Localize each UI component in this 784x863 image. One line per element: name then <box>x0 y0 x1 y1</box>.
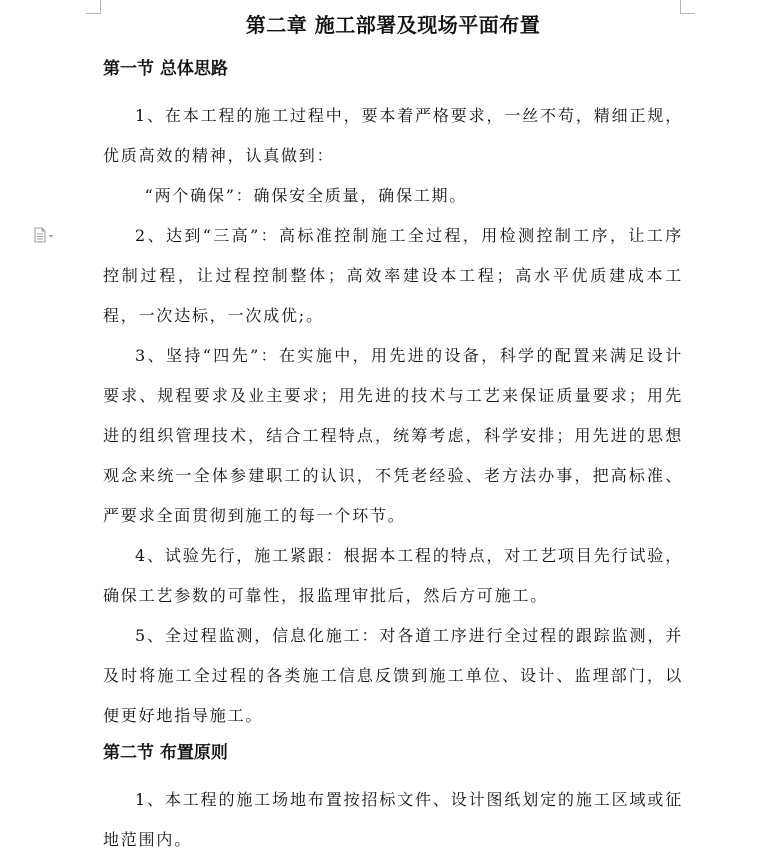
section-title: 第一节 总体思路 <box>103 59 228 79</box>
paragraph: 3、坚持“四先”：在实施中，用先进的设备，科学的配置来满足设计要求、规程要求及业主要求；用先进的技术与工艺来保证质量要求；用先进的组织管理技术，结合工程特点，统筹考虑，科学安排；用先进的思想观念来统一全体参建职工的认识，不凭老经验、老方法办事，把高标准、严要求全面贯彻到施工的每一个环节。 <box>103 346 683 525</box>
paragraph: 2、达到“三高”：高标准控制施工全过程，用检测控制工序，让工序控制过程，让过程控制整体；高效率建设本工程；高水平优质建成本工程，一次达标，一次成优;。 <box>103 226 683 325</box>
paragraph: “两个确保”：确保安全质量，确保工期。 <box>144 186 468 205</box>
paragraph: 1、本工程的施工场地布置按招标文件、设计图纸划定的施工区域或征地范围内。 <box>103 790 683 849</box>
section-title: 第二节 布置原则 <box>103 743 228 763</box>
paragraph: 4、试验先行，施工紧跟：根据本工程的特点，对工艺项目先行试验，确保工艺参数的可靠性，报监理审批后，然后方可施工。 <box>103 546 683 605</box>
paragraph: 5、全过程监测，信息化施工：对各道工序进行全过程的跟踪监测，并及时将施工全过程的各类施工信息反馈到施工单位、设计、监理部门，以便更好地指导施工。 <box>103 626 683 725</box>
page-corner-mark-left <box>86 0 101 14</box>
document-dropdown-icon[interactable] <box>33 227 57 243</box>
paragraph: 1、在本工程的施工过程中，要本着严格要求，一丝不苟，精细正规，优质高效的精神，认真做到： <box>103 106 683 165</box>
document-page <box>103 0 683 860</box>
chapter-title: 第二章 施工部署及现场平面布置 <box>245 13 541 37</box>
